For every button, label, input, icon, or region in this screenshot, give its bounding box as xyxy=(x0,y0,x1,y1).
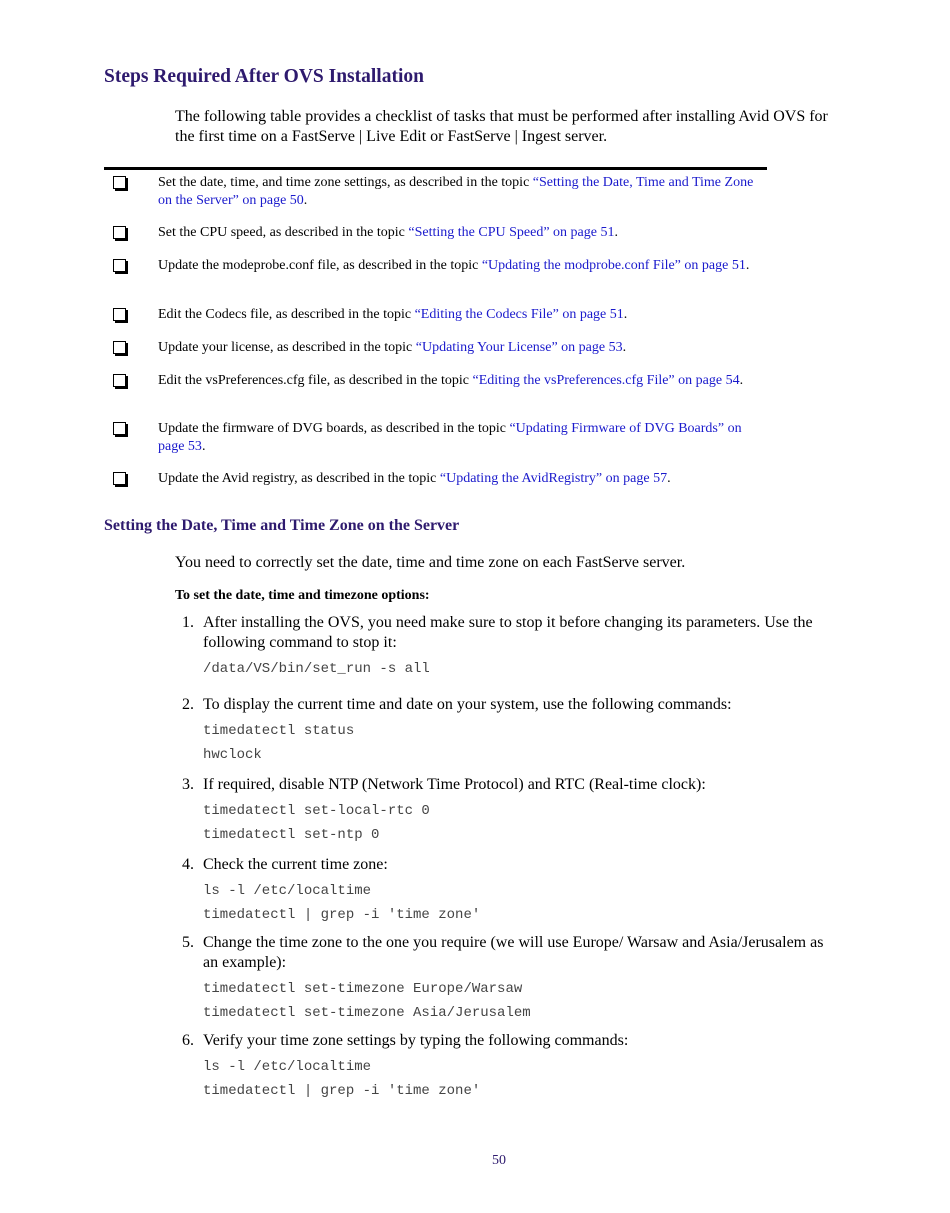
section-heading: Steps Required After OVS Installation xyxy=(104,66,424,87)
checklist-text: Update your license, as described in the topic xyxy=(158,340,416,355)
page-number: 50 xyxy=(492,1153,506,1168)
procedure-step xyxy=(175,613,840,695)
checkbox-icon xyxy=(113,176,126,189)
checkbox-icon xyxy=(113,259,126,272)
procedure-step xyxy=(175,775,840,855)
command-line: ls -l /etc/localtime xyxy=(203,883,372,899)
procedure-step xyxy=(175,695,840,775)
checklist-item xyxy=(104,224,767,257)
command-line: timedatectl set-local-rtc 0 xyxy=(203,803,430,819)
command-line: hwclock xyxy=(203,747,262,763)
checkbox-icon xyxy=(113,422,126,435)
step-text: After installing the OVS, you need make sure to stop it before changing its parameters. Use the following command to stop it: xyxy=(203,614,813,651)
command-line: timedatectl set-timezone Asia/Jerusalem xyxy=(203,1005,531,1021)
subsection-heading: Setting the Date, Time and Time Zone on the Server xyxy=(104,517,460,534)
procedure-step xyxy=(175,855,840,933)
checklist-punct: . xyxy=(614,225,618,240)
checklist-punct: . xyxy=(303,193,308,208)
checklist-punct: . xyxy=(739,373,744,388)
checklist-table xyxy=(104,174,767,500)
step-text: Verify your time zone settings by typing the following commands: xyxy=(203,1032,629,1049)
step-text: To display the current time and date on your system, use the following commands: xyxy=(203,696,732,713)
checklist-text: Edit the Codecs file, as described in the topic xyxy=(158,307,415,322)
checklist-item xyxy=(104,174,767,224)
step-number: 5. xyxy=(182,934,194,951)
checklist-item xyxy=(104,420,767,470)
command-line: timedatectl | grep -i 'time zone' xyxy=(203,907,481,923)
checkbox-icon xyxy=(113,226,126,239)
cross-reference-link[interactable]: “Setting the Date, Time and Time Zone on the Server” on page 50 xyxy=(158,175,754,208)
cross-reference-link[interactable]: “Updating the AvidRegistry” on page 57 xyxy=(439,471,668,486)
checklist-item xyxy=(104,470,767,500)
checklist-item xyxy=(104,339,767,372)
step-number: 1. xyxy=(182,614,194,631)
checklist-text: Set the date, time, and time zone settings, as described in the topic xyxy=(158,175,533,190)
checklist-punct: . xyxy=(667,471,671,486)
procedure-step xyxy=(175,1031,840,1111)
step-text: Change the time zone to the one you require (we will use Europe/ Warsaw and Asia/Jerusalem as an example): xyxy=(203,934,824,971)
step-text: If required, disable NTP (Network Time Protocol) and RTC (Real-time clock): xyxy=(203,776,706,793)
step-number: 4. xyxy=(182,856,194,873)
intro-paragraph: The following table provides a checklist of tasks that must be performed after installing Avid OVS for the first time on a FastServe | Live Edit or FastServe | Ingest server. xyxy=(175,108,828,145)
checklist-item xyxy=(104,306,767,339)
checkbox-icon xyxy=(113,341,126,354)
checkbox-icon xyxy=(113,374,126,387)
step-text: Check the current time zone: xyxy=(203,856,388,873)
command-line: timedatectl set-ntp 0 xyxy=(203,827,380,843)
step-number: 6. xyxy=(182,1032,194,1049)
cross-reference-link[interactable]: “Updating the modprobe.conf File” on page 51 xyxy=(481,258,746,273)
checklist-punct: . xyxy=(622,340,627,355)
checklist-text: Update the modeprobe.conf file, as described in the topic xyxy=(158,258,482,273)
command-line: ls -l /etc/localtime xyxy=(203,1059,372,1075)
command-line: timedatectl status xyxy=(203,723,355,739)
checkbox-icon xyxy=(113,308,126,321)
table-top-rule xyxy=(104,167,767,170)
checklist-item xyxy=(104,257,767,306)
procedure-step xyxy=(175,933,840,1031)
command-line: timedatectl | grep -i 'time zone' xyxy=(203,1083,481,1099)
checklist-text: Edit the vsPreferences.cfg file, as described in the topic xyxy=(158,373,473,388)
checklist-punct: . xyxy=(745,258,750,273)
checklist-item xyxy=(104,372,767,420)
checklist-punct: . xyxy=(623,307,628,322)
cross-reference-link[interactable]: “Editing the vsPreferences.cfg File” on page 54 xyxy=(472,373,740,388)
checklist-punct: . xyxy=(201,439,206,454)
cross-reference-link[interactable]: “Updating Your License” on page 53 xyxy=(415,340,623,355)
command-line: timedatectl set-timezone Europe/Warsaw xyxy=(203,981,523,997)
command-line: /data/VS/bin/set_run -s all xyxy=(203,661,430,677)
step-number: 2. xyxy=(182,696,194,713)
checklist-text: Set the CPU speed, as described in the topic xyxy=(158,225,409,240)
cross-reference-link[interactable]: “Updating Firmware of DVG Boards” on page 53 xyxy=(158,421,742,454)
checkbox-icon xyxy=(113,472,126,485)
cross-reference-link[interactable]: “Editing the Codecs File” on page 51 xyxy=(414,307,624,322)
step-number: 3. xyxy=(182,776,194,793)
procedure-steps xyxy=(175,613,840,1111)
checklist-text: Update the firmware of DVG boards, as described in the topic xyxy=(158,421,510,436)
cross-reference-link[interactable]: “Setting the CPU Speed” on page 51 xyxy=(408,225,615,240)
subsection-paragraph: You need to correctly set the date, time and time zone on each FastServe server. xyxy=(175,554,686,571)
procedure-title: To set the date, time and timezone options: xyxy=(175,588,430,603)
checklist-text: Update the Avid registry, as described in the topic xyxy=(158,471,440,486)
